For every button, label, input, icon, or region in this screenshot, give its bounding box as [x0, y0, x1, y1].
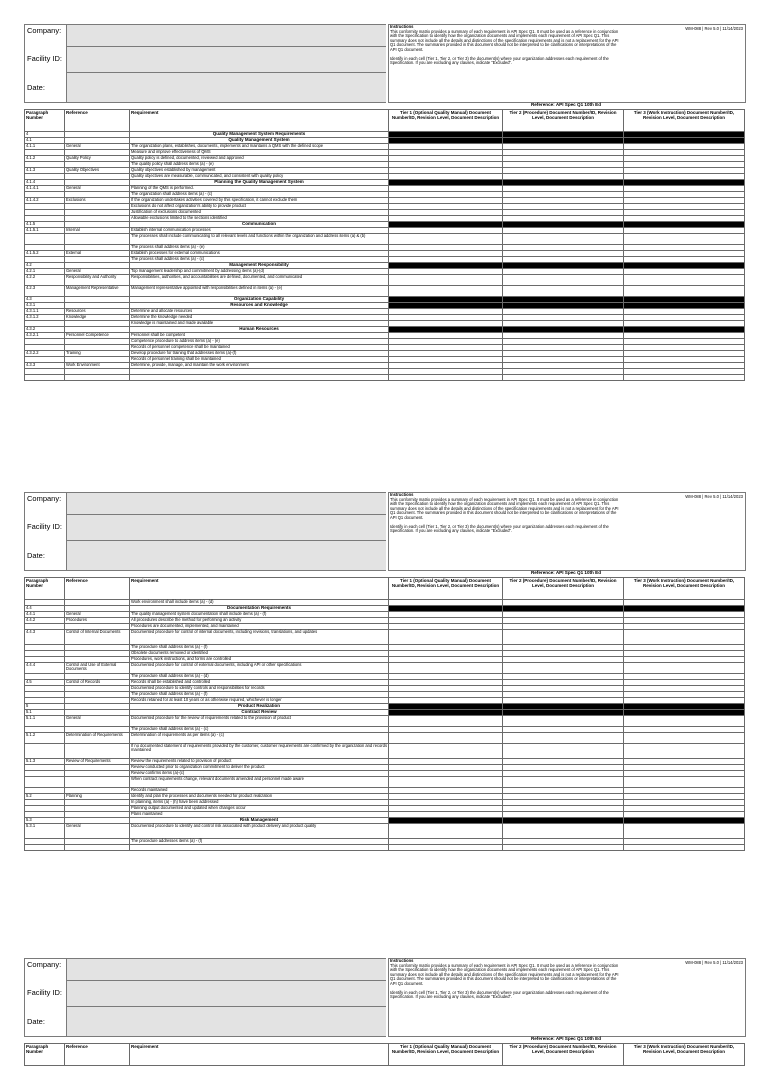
- requirement-cell: In planning, items (a) - (h) have been addressed: [130, 800, 389, 806]
- table-row: [25, 824, 745, 839]
- requirement-cell: [130, 845, 389, 851]
- table-row: [25, 663, 745, 674]
- tier-2-cell[interactable]: [503, 733, 624, 744]
- tier-1-cell[interactable]: [389, 375, 503, 381]
- instructions-box: [388, 24, 746, 103]
- tier-3-cell[interactable]: [624, 824, 745, 839]
- col-paragraph-number: Paragraph Number: [25, 578, 65, 600]
- document-number: WM-088 | Rev 5.0 | 11/14/2023: [685, 26, 743, 31]
- tier-2-cell[interactable]: [503, 234, 624, 245]
- reference-cell: Resources: [65, 309, 130, 315]
- col-requirement: Requirement: [130, 578, 389, 600]
- reference-cell: Exclusions: [65, 198, 130, 204]
- paragraph-cell: 4.1: [25, 138, 65, 144]
- requirement-cell: Management representative appointed with responsibilities defined in items (a) - (e): [130, 286, 389, 297]
- requirement-cell: Product Realization: [130, 704, 389, 710]
- requirement-cell: Establish processes for external communications: [130, 251, 389, 257]
- requirement-cell: Risk Management: [130, 818, 389, 824]
- requirement-cell: Contract Review: [130, 710, 389, 716]
- requirement-cell: Competence procedure to address items (a) - (e): [130, 339, 389, 345]
- paragraph-cell: 4.1.4: [25, 180, 65, 186]
- requirement-cell: Responsibilities, authorities, and accountabilities are defined, documented, and communicated: [130, 275, 389, 286]
- table-row: [25, 234, 745, 245]
- tier-2-cell[interactable]: [503, 716, 624, 727]
- requirement-cell: Documented procedure for control of external documents, including API or other specifications: [130, 663, 389, 674]
- tier-1-cell[interactable]: [389, 663, 503, 674]
- reference-cell: Knowledge: [65, 315, 130, 321]
- col-tier-3: Tier 3 (Work Instruction) Document Number/ID, Revision Level, Document Description: [624, 110, 745, 132]
- instructions-text-2: Identify in each cell (Tier 1, Tier 2, or Tier 3) the document(s) where your organization addresses each requirement of the Specification. If you are excluding any clauses, indicate "Excluded".: [390, 55, 609, 66]
- requirement-cell: The organization plans, establishes, documents, implements and maintains a QMS with the defined scope: [130, 144, 389, 150]
- col-tier-3: Tier 3 (Work Instruction) Document Number/ID, Revision Level, Document Description: [624, 1044, 745, 1066]
- paragraph-cell: 4.2.2: [25, 275, 65, 286]
- company-label: Company:: [27, 26, 62, 35]
- date-label: Date:: [27, 83, 45, 92]
- conformity-table: [24, 109, 745, 381]
- paragraph-cell: 5.2: [25, 794, 65, 800]
- col-tier-3: Tier 3 (Work Instruction) Document Number/ID, Revision Level, Document Description: [624, 578, 745, 600]
- tier-1-cell[interactable]: [389, 630, 503, 645]
- document-number: WM-088 | Rev 5.0 | 11/14/2023: [685, 960, 743, 965]
- facility-label: Facility ID:: [27, 54, 63, 63]
- reference-cell: [65, 744, 130, 759]
- col-reference: Reference: [65, 578, 130, 600]
- tier-1-cell[interactable]: [389, 824, 503, 839]
- paragraph-cell: 5.3: [25, 818, 65, 824]
- paragraph-cell: 5.1.2: [25, 733, 65, 744]
- paragraph-cell: 4.3: [25, 297, 65, 303]
- facility-field[interactable]: [66, 515, 386, 541]
- table-row: [25, 275, 745, 286]
- requirement-cell: Review the requirements related to provision of product: [130, 759, 389, 765]
- reference-cell: Control of Records: [65, 680, 130, 686]
- tier-3-cell[interactable]: [624, 733, 745, 744]
- requirement-cell: The procedure shall address items (a) - (d): [130, 674, 389, 680]
- paragraph-cell: 4.4.4: [25, 663, 65, 674]
- requirement-cell: Justification of exclusions documented: [130, 210, 389, 216]
- date-label: Date:: [27, 1017, 45, 1026]
- requirement-cell: All procedures describe the method for performing an activity: [130, 618, 389, 624]
- requirement-cell: Plans maintained: [130, 812, 389, 818]
- matrix-page-1: [24, 24, 744, 438]
- table-row: [25, 777, 745, 788]
- paragraph-cell: 5.1: [25, 710, 65, 716]
- col-reference: Reference: [65, 110, 130, 132]
- tier-2-cell[interactable]: [503, 777, 624, 788]
- company-field[interactable]: [66, 959, 386, 981]
- tier-1-cell[interactable]: [389, 275, 503, 286]
- instructions-title: Instructions: [390, 958, 414, 963]
- tier-3-cell[interactable]: [624, 630, 745, 645]
- requirement-cell: Review confirms items (a)-(c): [130, 771, 389, 777]
- table-row: [25, 845, 745, 851]
- reference-cell: Control and Use of External Documents: [65, 663, 130, 674]
- paragraph-cell: 4.3.1: [25, 303, 65, 309]
- requirement-cell: Records maintained: [130, 788, 389, 794]
- requirement-cell: Review conducted prior to organization commitment to deliver the product: [130, 765, 389, 771]
- tier-1-cell[interactable]: [389, 716, 503, 727]
- col-requirement: Requirement: [130, 110, 389, 132]
- requirement-cell: Records of personnel training shall be maintained: [130, 357, 389, 363]
- header-info-box: [24, 24, 386, 103]
- tier-1-cell[interactable]: [389, 234, 503, 245]
- tier-3-cell[interactable]: [624, 275, 745, 286]
- requirement-cell: Determine the knowledge needed: [130, 315, 389, 321]
- instructions-box: [388, 958, 746, 1037]
- spec-reference: Reference: API Spec Q1 10th Ed: [530, 1036, 602, 1041]
- requirement-cell: Records shall be established and controlled: [130, 680, 389, 686]
- paragraph-cell: 4.1.4.2: [25, 198, 65, 204]
- paragraph-cell: 4: [25, 132, 65, 138]
- requirement-cell: Records of personnel competence shall be maintained: [130, 345, 389, 351]
- paragraph-cell: 4.5: [25, 680, 65, 686]
- paragraph-cell: 4.4.1: [25, 612, 65, 618]
- tier-2-cell[interactable]: [503, 375, 624, 381]
- paragraph-cell: 4.4: [25, 606, 65, 612]
- requirement-cell: The processes shall include communicating to all relevant levels and functions within the organization and address items (a) & (b): [130, 234, 389, 245]
- tier-2-cell[interactable]: [503, 824, 624, 839]
- requirement-cell: Quality objectives are measurable, communicated, and consistent with quality policy: [130, 174, 389, 180]
- instructions-title: Instructions: [390, 492, 414, 497]
- company-field[interactable]: [66, 493, 386, 515]
- reference-cell: General: [65, 612, 130, 618]
- reference-cell: Review of Requirements: [65, 759, 130, 765]
- company-label: Company:: [27, 494, 62, 503]
- paragraph-cell: 4.3.1.2: [25, 315, 65, 321]
- company-field[interactable]: [66, 25, 386, 47]
- requirement-cell: Planning the Quality Management System: [130, 180, 389, 186]
- tier-3-cell[interactable]: [624, 286, 745, 297]
- requirement-cell: Knowledge is maintained and made available: [130, 321, 389, 327]
- table-row: [25, 286, 745, 297]
- requirement-cell: [130, 375, 389, 381]
- reference-cell: Quality Objectives: [65, 168, 130, 174]
- paragraph-cell: [25, 777, 65, 788]
- col-tier-2: Tier 2 (Procedure) Document Number/ID, Revision Level, Document Description: [503, 1044, 624, 1066]
- paragraph-cell: 4.2: [25, 263, 65, 269]
- tier-2-cell[interactable]: [503, 744, 624, 759]
- facility-label: Facility ID:: [27, 522, 63, 531]
- date-label: Date:: [27, 551, 45, 560]
- requirement-cell: The organization shall address items (a) - (c): [130, 192, 389, 198]
- paragraph-cell: [25, 744, 65, 759]
- company-label: Company:: [27, 960, 62, 969]
- tier-3-cell[interactable]: [624, 845, 745, 851]
- reference-cell: General: [65, 716, 130, 727]
- paragraph-cell: 4.3.3: [25, 363, 65, 369]
- facility-label: Facility ID:: [27, 988, 63, 997]
- reference-cell: Responsibility and Authority: [65, 275, 130, 286]
- requirement-cell: The quality management system documentation shall include items (a) - (f): [130, 612, 389, 618]
- requirement-cell: Determination of requirements as per items (a) - (c): [130, 733, 389, 744]
- requirement-cell: If no documented statement of requirements provided by the customer, customer requirements are confirmed by the organization and records maintained: [130, 744, 389, 759]
- tier-3-cell[interactable]: [624, 663, 745, 674]
- reference-cell: Planning: [65, 794, 130, 800]
- tier-2-cell[interactable]: [503, 286, 624, 297]
- requirement-cell: Identify and plan the processes and documents needed for product realization: [130, 794, 389, 800]
- table-row: [25, 630, 745, 645]
- paragraph-cell: 4.1.3: [25, 168, 65, 174]
- requirement-cell: Procedures, work instructions, and forms are controlled: [130, 657, 389, 663]
- reference-cell: [65, 234, 130, 245]
- facility-field[interactable]: [66, 981, 386, 1007]
- requirement-cell: Documentation Requirements: [130, 606, 389, 612]
- requirement-cell: Documented procedure to identify controls and responsibilities for records: [130, 686, 389, 692]
- reference-cell: [65, 845, 130, 851]
- tier-1-cell[interactable]: [389, 744, 503, 759]
- tier-2-cell[interactable]: [503, 630, 624, 645]
- table-header-row: [25, 578, 745, 600]
- requirement-cell: The quality policy shall address items (a) - (e): [130, 162, 389, 168]
- col-paragraph-number: Paragraph Number: [25, 1044, 65, 1066]
- requirement-cell: Top management leadership and commitment by addressing items (a)-(d): [130, 269, 389, 275]
- table-row: [25, 733, 745, 744]
- reference-cell: General: [65, 824, 130, 839]
- table-header-row: [25, 110, 745, 132]
- reference-cell: Procedures: [65, 618, 130, 624]
- requirement-cell: Determine, provide, manage, and maintain the work environment: [130, 363, 389, 369]
- requirement-cell: Measure and improve effectiveness of QMS: [130, 150, 389, 156]
- instructions-text: This conformity matrix provides a summary of each requirement in API Spec Q1. It must be used as a reference in conjunction with the Specification to identify how the organization documents and implements each requirement of API Spec Q1. This summary does not include all the details and distinctions of the specification requirements and is not a replacement for the API Q1 document. The summaries provided in this document should not be interpreted to be clarifications or interpretations of the API Q1 document.: [390, 962, 619, 986]
- requirement-cell: Management Responsibility: [130, 263, 389, 269]
- tier-2-cell[interactable]: [503, 663, 624, 674]
- paragraph-cell: 4.4.3: [25, 630, 65, 645]
- tier-1-cell[interactable]: [389, 286, 503, 297]
- requirement-cell: Personnel shall be competent: [130, 333, 389, 339]
- requirement-cell: The procedure addresses items (a) - (f): [130, 839, 389, 845]
- tier-3-cell[interactable]: [624, 234, 745, 245]
- paragraph-cell: 4.3.2.1: [25, 333, 65, 339]
- reference-cell: Internal: [65, 228, 130, 234]
- paragraph-cell: 4.1.2: [25, 156, 65, 162]
- instructions-text-2: Identify in each cell (Tier 1, Tier 2, or Tier 3) the document(s) where your organization addresses each requirement of the Specification. If you are excluding any clauses, indicate "Excluded".: [390, 989, 609, 1000]
- requirement-cell: Human Resources: [130, 327, 389, 333]
- requirement-cell: Resources and Knowledge: [130, 303, 389, 309]
- paragraph-cell: [25, 234, 65, 245]
- tier-2-cell[interactable]: [503, 845, 624, 851]
- paragraph-cell: 4.2.1: [25, 269, 65, 275]
- requirement-cell: Develop procedure for training that addresses items (a)-(f): [130, 351, 389, 357]
- reference-cell: Work Environment: [65, 363, 130, 369]
- instructions-box: [388, 492, 746, 571]
- reference-cell: General: [65, 144, 130, 150]
- paragraph-cell: 4.3.2.2: [25, 351, 65, 357]
- requirement-cell: Quality objectives established by management: [130, 168, 389, 174]
- date-field[interactable]: [66, 73, 386, 102]
- reference-cell: [65, 375, 130, 381]
- tier-1-cell[interactable]: [389, 845, 503, 851]
- spec-reference: Reference: API Spec Q1 10th Ed: [530, 102, 602, 107]
- instructions-text: This conformity matrix provides a summary of each requirement in API Spec Q1. It must be used as a reference in conjunction with the Specification to identify how the organization documents and implements each requirement of API Spec Q1. This summary does not include all the details and distinctions of the specification requirements and is not a replacement for the API Q1 document. The summaries provided in this document should not be interpreted to be clarifications or interpretations of the API Q1 document.: [390, 496, 619, 520]
- reference-cell: General: [65, 186, 130, 192]
- col-tier-2: Tier 2 (Procedure) Document Number/ID, Revision Level, Document Description: [503, 578, 624, 600]
- paragraph-cell: 5: [25, 704, 65, 710]
- paragraph-cell: [25, 845, 65, 851]
- tier-3-cell[interactable]: [624, 777, 745, 788]
- requirement-cell: Procedures are documented, implemented, and maintained: [130, 624, 389, 630]
- reference-cell: General: [65, 269, 130, 275]
- requirement-cell: If the organization undertakes activities covered by this specification, it cannot exclude them: [130, 198, 389, 204]
- conformity-table: [24, 1043, 745, 1066]
- requirement-cell: The procedure shall address items (a) - (f): [130, 645, 389, 651]
- paragraph-cell: 4.1.4.1: [25, 186, 65, 192]
- requirement-cell: Work environment shall include items (a) - (d): [130, 600, 389, 606]
- col-tier-1: Tier 1 (Optional Quality Manual) Document Number/ID, Revision Level, Document Description: [389, 578, 503, 600]
- requirement-cell: Exclusions do not affect organization's ability to provide product: [130, 204, 389, 210]
- header-info-box: [24, 492, 386, 571]
- paragraph-cell: 4.4.2: [25, 618, 65, 624]
- requirement-cell: Establish internal communication processes: [130, 228, 389, 234]
- requirement-cell: When contract requirements change, relevant documents amended and personnel made aware: [130, 777, 389, 788]
- table-header-row: [25, 1044, 745, 1066]
- date-field[interactable]: [66, 541, 386, 570]
- instructions-title: Instructions: [390, 24, 414, 29]
- requirement-cell: Organization Capability: [130, 297, 389, 303]
- paragraph-cell: 4.3.1.1: [25, 309, 65, 315]
- table-row: [25, 716, 745, 727]
- reference-cell: Quality Policy: [65, 156, 130, 162]
- paragraph-cell: 4.1.5.2: [25, 251, 65, 257]
- requirement-cell: The procedure shall address items (a) - (f): [130, 692, 389, 698]
- table-row: [25, 744, 745, 759]
- header-info-box: [24, 958, 386, 1037]
- paragraph-cell: [25, 375, 65, 381]
- reference-cell: Determination of Requirements: [65, 733, 130, 744]
- paragraph-cell: 5.3.1: [25, 824, 65, 839]
- tier-3-cell[interactable]: [624, 716, 745, 727]
- requirement-cell: Allowable exclusions limited to the sections identified: [130, 216, 389, 222]
- col-requirement: Requirement: [130, 1044, 389, 1066]
- col-paragraph-number: Paragraph Number: [25, 110, 65, 132]
- col-tier-1: Tier 1 (Optional Quality Manual) Document Number/ID, Revision Level, Document Description: [389, 1044, 503, 1066]
- requirement-cell: Documented procedure for the review of requirements related to the provision of product: [130, 716, 389, 727]
- tier-2-cell[interactable]: [503, 275, 624, 286]
- requirement-cell: The procedure shall address items (a) - (c): [130, 727, 389, 733]
- document-number: WM-088 | Rev 5.0 | 11/14/2023: [685, 494, 743, 499]
- date-field[interactable]: [66, 1007, 386, 1036]
- paragraph-cell: 4.2.3: [25, 286, 65, 297]
- requirement-cell: Quality policy is defined, documented, reviewed and approved: [130, 156, 389, 162]
- tier-1-cell[interactable]: [389, 777, 503, 788]
- paragraph-cell: 5.1.1: [25, 716, 65, 727]
- col-reference: Reference: [65, 1044, 130, 1066]
- tier-3-cell[interactable]: [624, 744, 745, 759]
- matrix-page-2: [24, 492, 744, 906]
- instructions-text-2: Identify in each cell (Tier 1, Tier 2, or Tier 3) the document(s) where your organization addresses each requirement of the Specification. If you are excluding any clauses, indicate "Excluded".: [390, 523, 609, 534]
- instructions-text: This conformity matrix provides a summary of each requirement in API Spec Q1. It must be used as a reference in conjunction with the Specification to identify how the organization documents and implements each requirement of API Spec Q1. This summary does not include all the details and distinctions of the specification requirements and is not a replacement for the API Q1 document. The summaries provided in this document should not be interpreted to be clarifications or interpretations of the API Q1 document.: [390, 28, 619, 52]
- requirement-cell: Quality Management System Requirements: [130, 132, 389, 138]
- paragraph-cell: 4.3.2: [25, 327, 65, 333]
- reference-cell: Personnel Competence: [65, 333, 130, 339]
- requirement-cell: Planning of the QMS is performed.: [130, 186, 389, 192]
- col-tier-1: Tier 1 (Optional Quality Manual) Document Number/ID, Revision Level, Document Description: [389, 110, 503, 132]
- requirement-cell: Determine and allocate resources: [130, 309, 389, 315]
- reference-cell: [65, 777, 130, 788]
- conformity-table: [24, 577, 745, 851]
- tier-3-cell[interactable]: [624, 375, 745, 381]
- facility-field[interactable]: [66, 47, 386, 73]
- requirement-cell: Documented procedure for control of internal documents, including revisions, translations, and updates: [130, 630, 389, 645]
- requirement-cell: Obsolete documents removed or identified: [130, 651, 389, 657]
- table-row: [25, 375, 745, 381]
- paragraph-cell: 4.1.5: [25, 222, 65, 228]
- paragraph-cell: 4.1.5.1: [25, 228, 65, 234]
- requirement-cell: Documented procedure to identify and control risk associated with product delivery and product quality: [130, 824, 389, 839]
- requirement-cell: Records retained for at least 10 years or as otherwise required, whichever is longer: [130, 698, 389, 704]
- requirement-cell: The process shall address items (a) - (e): [130, 245, 389, 251]
- requirement-cell: Planning output documented and updated when changes occur: [130, 806, 389, 812]
- matrix-page-3: [24, 958, 744, 1054]
- requirement-cell: The process shall address items (a) - (c): [130, 257, 389, 263]
- requirement-cell: Communication: [130, 222, 389, 228]
- reference-cell: External: [65, 251, 130, 257]
- reference-cell: Training: [65, 351, 130, 357]
- requirement-cell: Quality Management System: [130, 138, 389, 144]
- reference-cell: Management Representative: [65, 286, 130, 297]
- tier-1-cell[interactable]: [389, 733, 503, 744]
- paragraph-cell: 4.1.1: [25, 144, 65, 150]
- paragraph-cell: 5.1.3: [25, 759, 65, 765]
- col-tier-2: Tier 2 (Procedure) Document Number/ID, Revision Level, Document Description: [503, 110, 624, 132]
- spec-reference: Reference: API Spec Q1 10th Ed: [530, 570, 602, 575]
- reference-cell: Control of Internal Documents: [65, 630, 130, 645]
